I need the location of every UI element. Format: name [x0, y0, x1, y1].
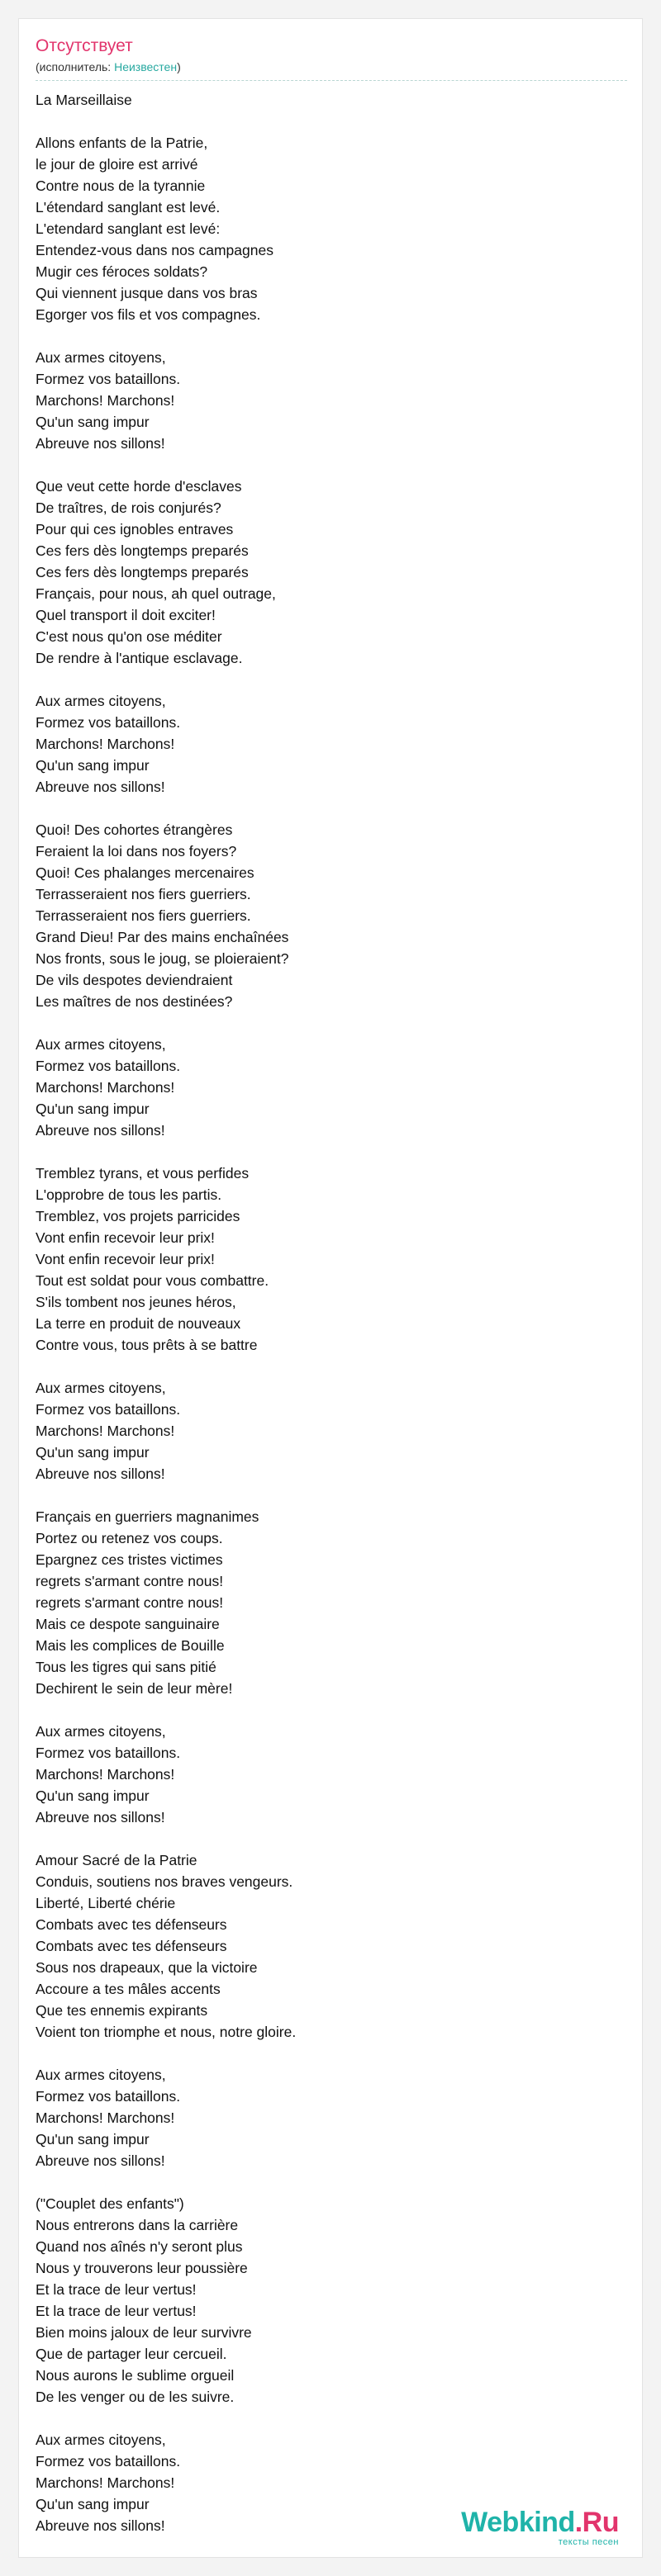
lyric-line: De les venger ou de les suivre.	[36, 2389, 235, 2405]
lyric-line: Aux armes citoyens,	[36, 2067, 166, 2083]
lyric-line: Combats avec tes défenseurs	[36, 1938, 227, 1954]
lyric-line: C'est nous qu'on ose méditer	[36, 628, 222, 645]
lyric-line: Abreuve nos sillons!	[36, 779, 165, 795]
lyric-line: Aux armes citoyens,	[36, 1723, 166, 1740]
lyric-line: Terrasseraient nos fiers guerriers.	[36, 886, 251, 902]
lyric-line: Marchons! Marchons!	[36, 2110, 175, 2126]
lyric-line: Entendez-vous dans nos campagnes	[36, 242, 273, 258]
lyric-line: Nos fronts, sous le joug, se ploieraient?	[36, 950, 289, 967]
lyric-line: L'étendard sanglant est levé.	[36, 199, 221, 215]
lyric-line: Formez vos bataillons.	[36, 2453, 181, 2469]
stanza-gap	[36, 1141, 625, 1163]
lyric-line: Aux armes citoyens,	[36, 1380, 166, 1396]
lyric-line: Formez vos bataillons.	[36, 1401, 181, 1418]
logo-subtitle: тексты песен	[558, 2537, 619, 2547]
lyric-line: Vont enfin recevoir leur prix!	[36, 1229, 215, 1246]
page-title: Отсутствует	[36, 36, 133, 55]
stanza-gap	[36, 2408, 625, 2429]
logo-tld-text: .Ru	[574, 2507, 619, 2538]
lyric-line: Abreuve nos sillons!	[36, 1122, 165, 1139]
lyric-line: De traîtres, de rois conjurés?	[36, 500, 221, 516]
stanza-gap	[36, 1356, 625, 1377]
site-logo[interactable]	[461, 2508, 619, 2547]
lyric-line: Nous aurons le sublime orgueil	[36, 2367, 235, 2384]
lyric-line: Combats avec tes défenseurs	[36, 1916, 227, 1933]
stanza-gap	[36, 1012, 625, 1034]
lyric-line: ("Couplet des enfants")	[36, 2195, 184, 2212]
lyric-line: Aux armes citoyens,	[36, 1036, 166, 1053]
song-title: La Marseillaise	[36, 92, 132, 108]
lyric-line: regrets s'armant contre nous!	[36, 1594, 224, 1611]
lyric-line: Marchons! Marchons!	[36, 1423, 175, 1439]
lyric-line: Ces fers dès longtemps preparés	[36, 564, 249, 580]
lyric-line: L'opprobre de tous les partis.	[36, 1186, 222, 1203]
lyric-line: Quel transport il doit exciter!	[36, 607, 216, 623]
lyric-line: Voient ton triomphe et nous, notre gloire.	[36, 2024, 297, 2040]
lyric-line: Abreuve nos sillons!	[36, 2152, 165, 2169]
lyric-line: Allons enfants de la Patrie,	[36, 135, 208, 151]
lyrics-text	[19, 81, 642, 2536]
lyric-line: Terrasseraient nos fiers guerriers.	[36, 907, 251, 924]
lyric-line: De vils despotes deviendraient	[36, 972, 233, 988]
lyric-line: Liberté, Liberté chérie	[36, 1895, 176, 1911]
lyric-line: Tous les tigres qui sans pitié	[36, 1659, 216, 1675]
lyric-line: Qu'un sang impur	[36, 1101, 150, 1117]
lyric-line: Marchons! Marchons!	[36, 2474, 175, 2491]
lyric-line: Formez vos bataillons.	[36, 2088, 181, 2105]
lyric-line: Marchons! Marchons!	[36, 392, 175, 409]
lyric-line: Tout est soldat pour vous combattre.	[36, 1272, 269, 1289]
lyric-line: regrets s'armant contre nous!	[36, 1573, 224, 1589]
stanza-gap	[36, 2043, 625, 2064]
lyric-line: Formez vos bataillons.	[36, 1058, 181, 1074]
lyric-line: le jour de gloire est arrivé	[36, 156, 198, 173]
lyric-line: Les maîtres de nos destinées?	[36, 993, 233, 1010]
lyric-line: Accoure a tes mâles accents	[36, 1981, 221, 1997]
lyric-line: Mugir ces féroces soldats?	[36, 263, 208, 280]
performer-link[interactable]: Неизвестен	[114, 60, 178, 73]
performer-line	[36, 59, 627, 81]
stanza-gap	[36, 111, 625, 132]
lyric-line: L'etendard sanglant est levé:	[36, 220, 221, 237]
lyric-line: Mais les complices de Bouille	[36, 1637, 225, 1654]
lyric-line: Bien moins jaloux de leur survivre	[36, 2324, 252, 2341]
lyric-line: Ces fers dès longtemps preparés	[36, 542, 249, 559]
lyric-line: Vont enfin recevoir leur prix!	[36, 1251, 215, 1267]
lyric-line: S'ils tombent nos jeunes héros,	[36, 1294, 236, 1310]
lyric-line: Qu'un sang impur	[36, 757, 150, 774]
stanza-gap	[36, 2171, 625, 2193]
stanza-gap	[36, 325, 625, 347]
performer-prefix: (исполнитель:	[36, 60, 115, 73]
lyric-line: Portez ou retenez vos coups.	[36, 1530, 223, 1546]
lyric-line: Tremblez, vos projets parricides	[36, 1208, 240, 1224]
lyric-line: Français, pour nous, ah quel outrage,	[36, 585, 276, 602]
lyric-line: Egorger vos fils et vos compagnes.	[36, 306, 261, 323]
lyric-line: Que de partager leur cercueil.	[36, 2346, 227, 2362]
performer-suffix: )	[177, 60, 181, 73]
lyric-line: Abreuve nos sillons!	[36, 2517, 165, 2534]
lyric-line: Grand Dieu! Par des mains enchaînées	[36, 929, 289, 945]
lyric-line: Mais ce despote sanguinaire	[36, 1616, 220, 1632]
lyric-line: Et la trace de leur vertus!	[36, 2303, 197, 2319]
stanza-gap	[36, 1828, 625, 1849]
lyrics-lines	[36, 111, 625, 2536]
lyric-line: Aux armes citoyens,	[36, 349, 166, 366]
lyric-line: Sous nos drapeaux, que la victoire	[36, 1959, 258, 1976]
stanza-gap	[36, 1699, 625, 1721]
logo-main-text: Webkind	[461, 2507, 575, 2538]
lyric-line: Marchons! Marchons!	[36, 1079, 175, 1096]
stanza-gap	[36, 1485, 625, 1506]
lyric-line: De rendre à l'antique esclavage.	[36, 650, 243, 666]
lyric-line: Contre nous de la tyrannie	[36, 178, 206, 194]
logo-wordmark	[461, 2508, 619, 2536]
lyric-line: Feraient la loi dans nos foyers?	[36, 843, 237, 859]
lyric-line: Abreuve nos sillons!	[36, 1466, 165, 1482]
lyric-line: Et la trace de leur vertus!	[36, 2281, 197, 2298]
lyric-line: Qu'un sang impur	[36, 414, 150, 430]
song-header	[19, 19, 642, 81]
stanza-gap	[36, 454, 625, 476]
lyric-line: Aux armes citoyens,	[36, 2432, 166, 2448]
lyric-line: Contre vous, tous prêts à se battre	[36, 1337, 258, 1353]
lyric-line: Qui viennent jusque dans vos bras	[36, 285, 258, 301]
lyric-line: Tremblez tyrans, et vous perfides	[36, 1165, 250, 1181]
lyric-line: Dechirent le sein de leur mère!	[36, 1680, 233, 1697]
lyric-line: Nous y trouverons leur poussière	[36, 2260, 248, 2276]
lyric-line: Qu'un sang impur	[36, 2131, 150, 2147]
lyric-line: Amour Sacré de la Patrie	[36, 1852, 197, 1868]
lyric-line: Que veut cette horde d'esclaves	[36, 478, 242, 495]
stanza-gap	[36, 669, 625, 690]
lyric-line: Quoi! Ces phalanges mercenaires	[36, 864, 254, 881]
lyric-line: Qu'un sang impur	[36, 1788, 150, 1804]
lyric-line: Qu'un sang impur	[36, 1444, 150, 1461]
lyric-line: Français en guerriers magnanimes	[36, 1508, 259, 1525]
lyric-line: Quoi! Des cohortes étrangères	[36, 822, 233, 838]
lyric-line: La terre en produit de nouveaux	[36, 1315, 241, 1332]
lyric-line: Que tes ennemis expirants	[36, 2002, 208, 2019]
lyric-line: Pour qui ces ignobles entraves	[36, 521, 234, 537]
lyric-line: Marchons! Marchons!	[36, 1766, 175, 1783]
lyric-line: Qu'un sang impur	[36, 2496, 150, 2512]
lyric-line: Nous entrerons dans la carrière	[36, 2217, 239, 2233]
lyric-line: Epargnez ces tristes victimes	[36, 1551, 223, 1568]
lyric-line: Formez vos bataillons.	[36, 714, 181, 731]
lyric-line: Quand nos aînés n'y seront plus	[36, 2238, 243, 2255]
lyric-line: Formez vos bataillons.	[36, 1745, 181, 1761]
lyric-line: Aux armes citoyens,	[36, 693, 166, 709]
lyric-line: Formez vos bataillons.	[36, 371, 181, 387]
lyrics-card	[18, 18, 643, 2558]
lyric-line: Conduis, soutiens nos braves vengeurs.	[36, 1873, 293, 1890]
lyric-line: Marchons! Marchons!	[36, 736, 175, 752]
lyric-line: Abreuve nos sillons!	[36, 435, 165, 452]
stanza-gap	[36, 798, 625, 819]
lyric-line: Abreuve nos sillons!	[36, 1809, 165, 1825]
